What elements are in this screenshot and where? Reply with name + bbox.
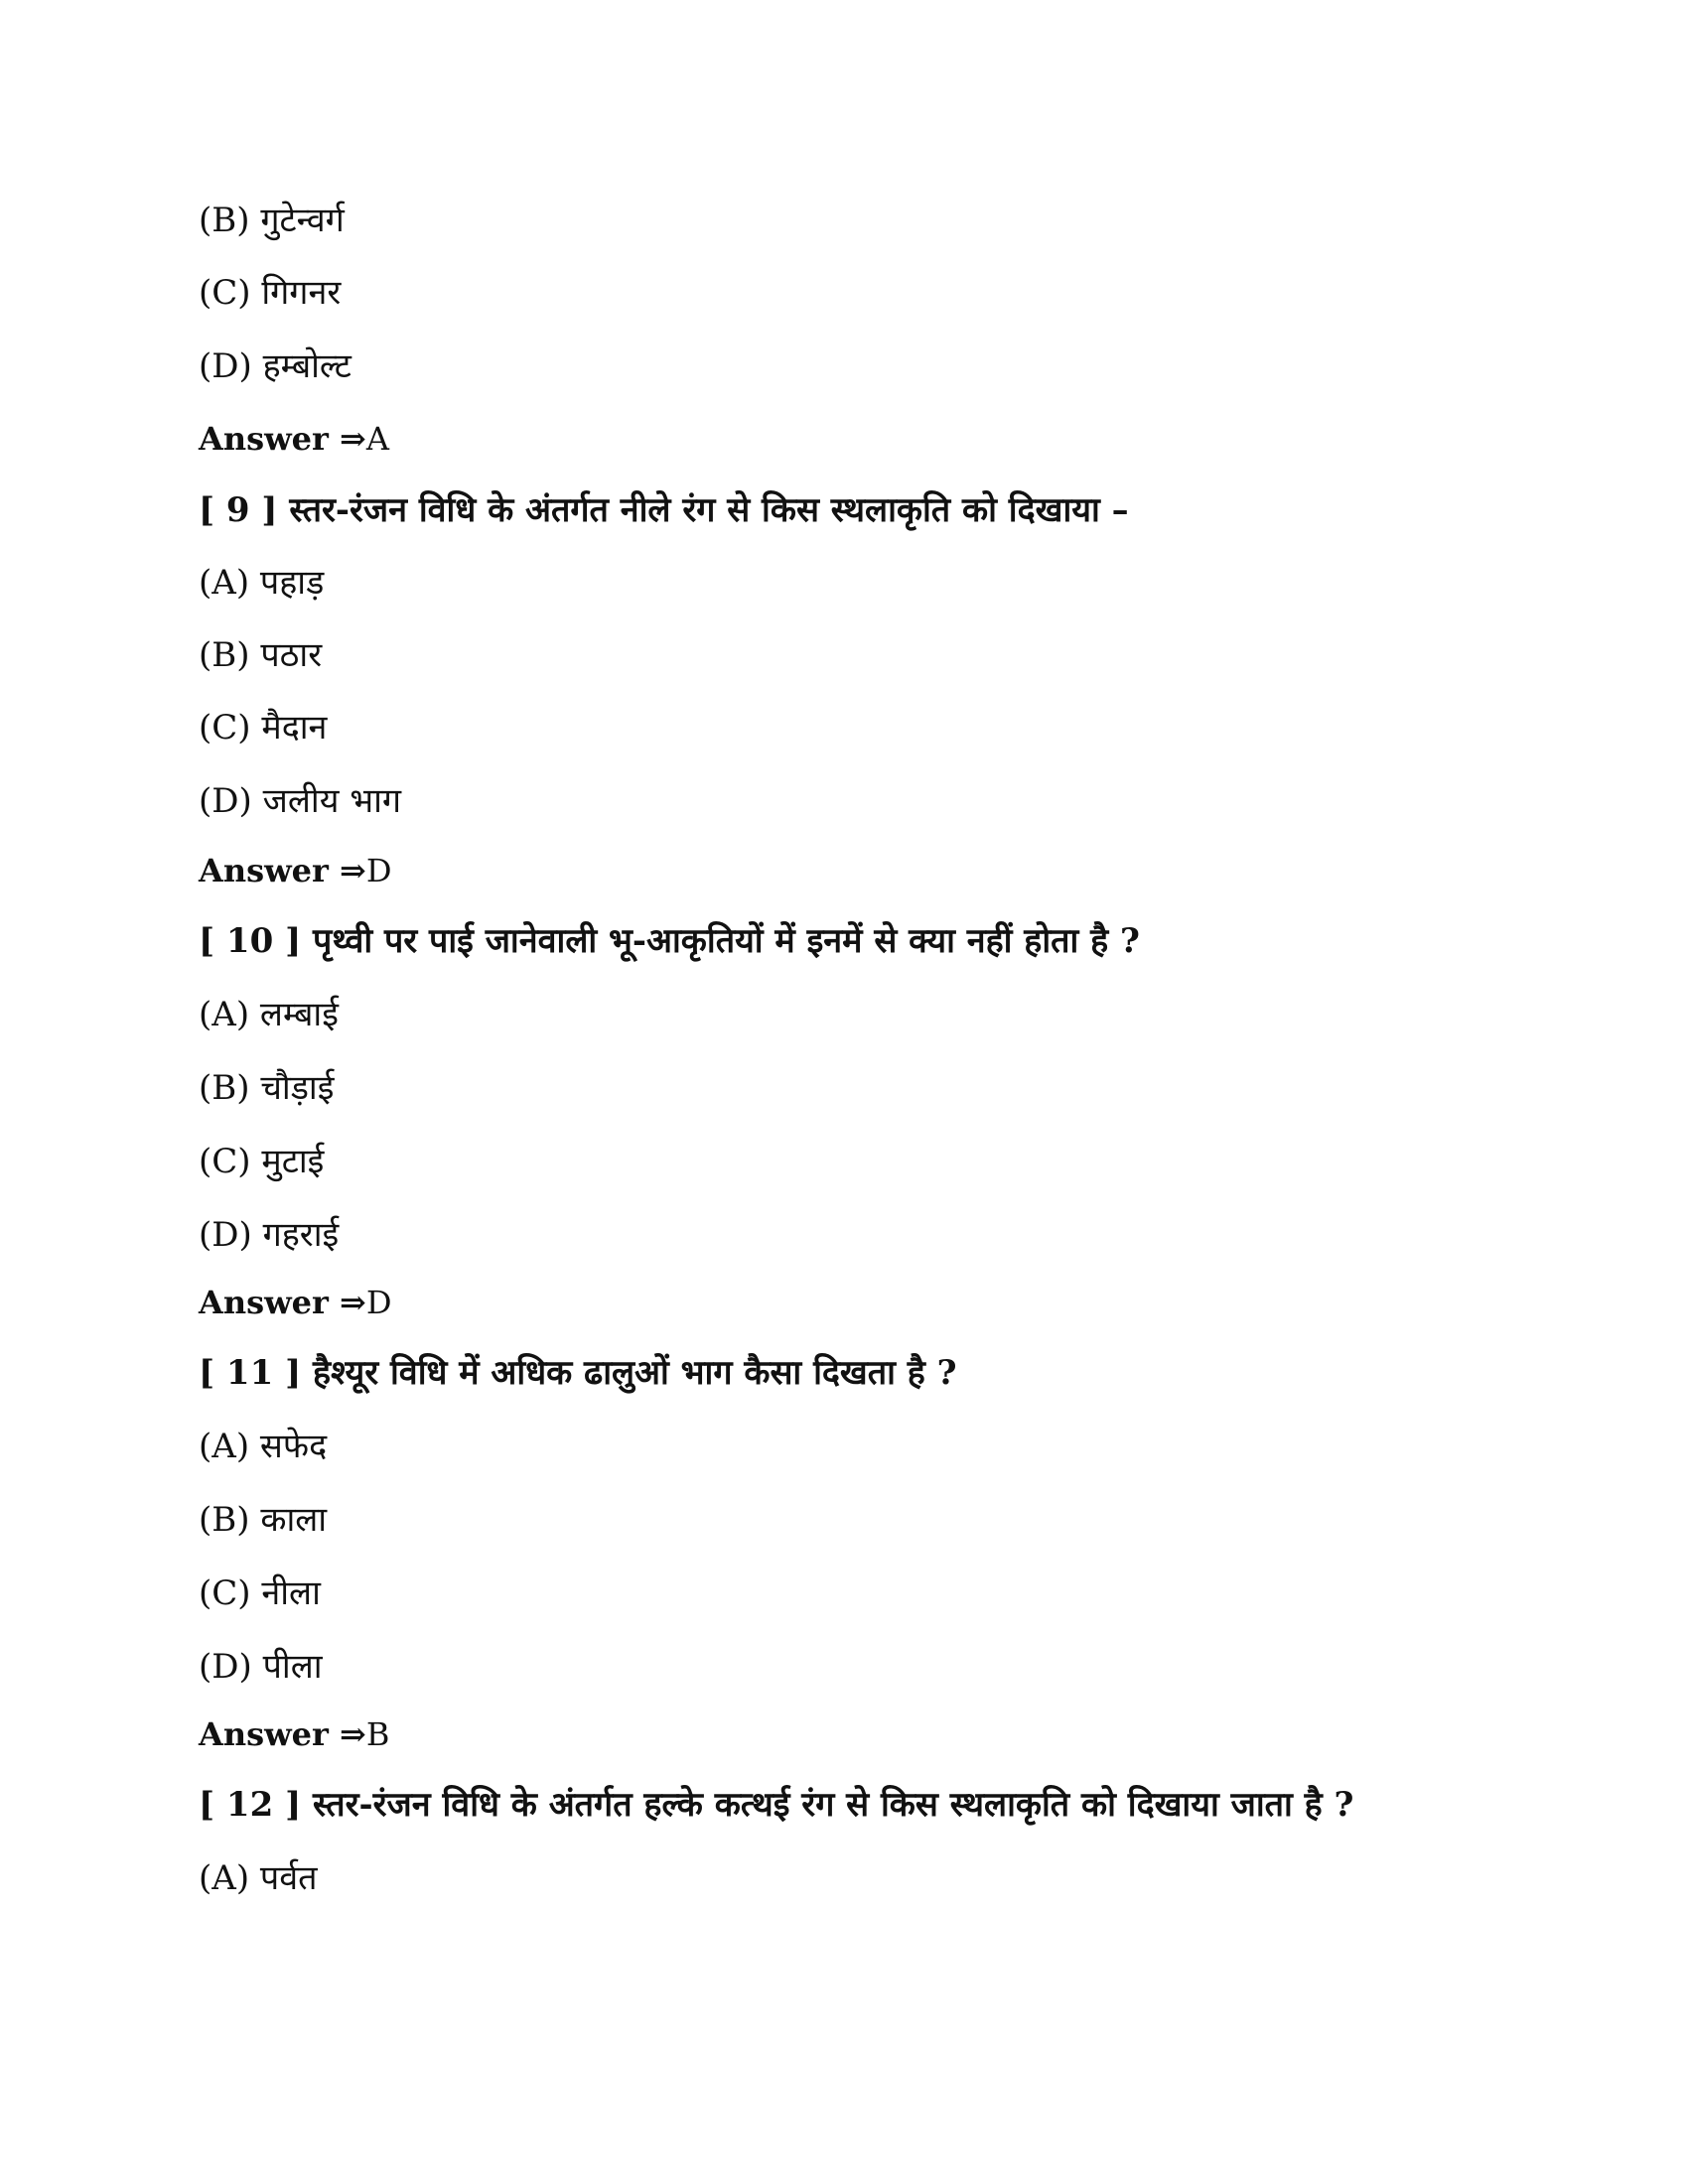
question-line (199, 921, 1140, 961)
answer-label: Answer ⇒ (199, 1284, 366, 1321)
option-line (199, 1858, 318, 1898)
option-text: पठार (260, 635, 323, 675)
option-prefix: (A) (199, 1427, 250, 1466)
option-prefix: (B) (199, 1500, 250, 1540)
answer-label: Answer ⇒ (199, 420, 366, 458)
answer-label: Answer ⇒ (199, 852, 366, 889)
option-text: चौड़ाई (260, 1068, 335, 1108)
answer-value: D (365, 1284, 392, 1321)
option-text: पर्वत (259, 1858, 318, 1898)
option-prefix: (D) (199, 781, 252, 821)
option-prefix: (C) (199, 1142, 251, 1181)
answer-line (199, 420, 389, 458)
option-line (199, 781, 402, 821)
question-number: [ 10 ] (199, 921, 302, 961)
option-line (199, 635, 323, 675)
answer-line (199, 1284, 392, 1321)
question-text: स्तर-रंजन विधि के अंतर्गत नीले रंग से किस स्थलाकृति को दिखाया – (289, 490, 1129, 530)
option-line (199, 1427, 328, 1466)
option-line (199, 1215, 340, 1255)
option-line (199, 1647, 323, 1687)
question-text: स्तर-रंजन विधि के अंतर्गत हल्के कत्थई रंग से किस स्थलाकृति को दिखाया जाता है ? (313, 1785, 1354, 1825)
answer-line (199, 852, 392, 889)
option-line (199, 201, 345, 240)
answer-value: A (365, 420, 389, 458)
option-prefix: (A) (199, 563, 250, 603)
option-text: जलीय भाग (262, 781, 402, 821)
question-text: हैश्यूर विधि में अधिक ढालुओं भाग कैसा दिखता है ? (313, 1353, 957, 1393)
question-line (199, 1353, 957, 1393)
option-text: मुटाई (261, 1142, 325, 1181)
option-text: लम्बाई (259, 995, 339, 1034)
answer-value: B (365, 1715, 390, 1753)
option-line (199, 1068, 335, 1108)
option-prefix: (B) (199, 1068, 250, 1108)
option-text: पहाड़ (259, 563, 325, 603)
question-line (199, 1785, 1354, 1825)
option-line (199, 1142, 325, 1181)
option-prefix: (C) (199, 273, 251, 313)
option-prefix: (C) (199, 1573, 251, 1613)
option-text: काला (260, 1500, 328, 1540)
option-line (199, 708, 328, 748)
option-prefix: (A) (199, 995, 250, 1034)
option-text: पीला (262, 1647, 323, 1687)
option-prefix: (C) (199, 708, 251, 748)
question-number: [ 9 ] (199, 490, 278, 530)
option-line (199, 563, 325, 603)
answer-line (199, 1715, 390, 1753)
option-line (199, 1500, 328, 1540)
question-line (199, 490, 1129, 530)
option-line (199, 995, 339, 1034)
option-text: गिगनर (261, 273, 342, 313)
option-line (199, 1573, 321, 1613)
answer-value: D (365, 852, 392, 889)
option-prefix: (D) (199, 346, 252, 386)
question-text: पृथ्वी पर पाई जानेवाली भू-आकृतियों में इनमें से क्या नहीं होता है ? (313, 921, 1140, 961)
option-prefix: (A) (199, 1858, 250, 1898)
option-text: गुटेन्वर्ग (260, 201, 345, 240)
option-prefix: (D) (199, 1215, 252, 1255)
option-line (199, 346, 352, 386)
option-text: नीला (261, 1573, 321, 1613)
question-number: [ 11 ] (199, 1353, 302, 1393)
question-number: [ 12 ] (199, 1785, 302, 1825)
option-text: गहराई (262, 1215, 340, 1255)
option-text: मैदान (261, 708, 328, 748)
option-prefix: (B) (199, 201, 250, 240)
option-prefix: (B) (199, 635, 250, 675)
option-text: सफेद (259, 1427, 328, 1466)
option-text: हम्बोल्ट (262, 346, 352, 386)
answer-label: Answer ⇒ (199, 1715, 366, 1753)
option-line (199, 273, 342, 313)
option-prefix: (D) (199, 1647, 252, 1687)
